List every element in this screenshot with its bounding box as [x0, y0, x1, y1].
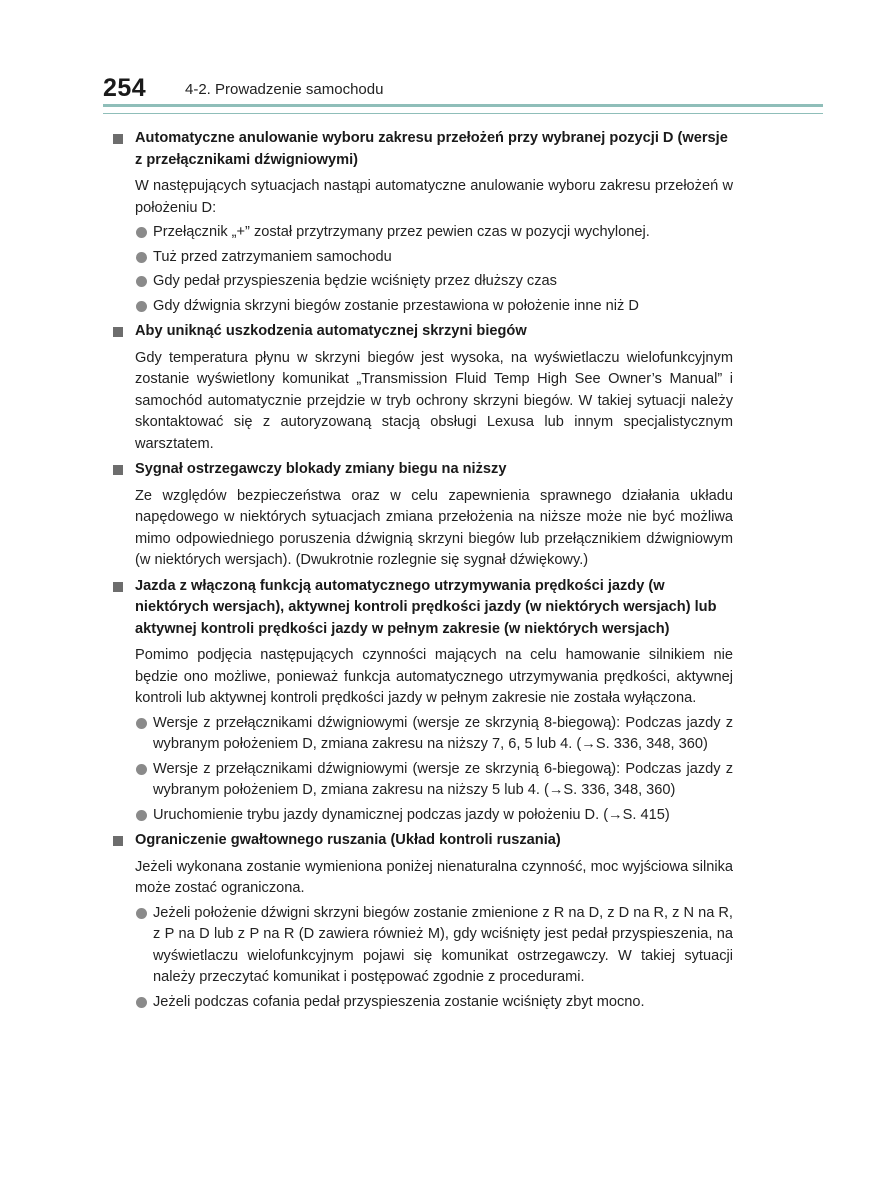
list-item [135, 992, 733, 1014]
page-header [103, 70, 823, 108]
list-item-text: Gdy dźwignia skrzyni biegów zostanie przestawiona w położenie inne niż D [153, 297, 639, 314]
bullet-dot-icon [136, 276, 147, 287]
section-paragraph: Ze względów bezpieczeństwa oraz w celu zapewnienia sprawnego działania układu napędowego w niektórych sytuacjach zmiana przełożenia na niższe może nie być możliwa mimo odpowiedniego poruszenia dźwignią skrzyni biegów lub przełącznikiem dźwigniowym (w niektórych wersjach). (Dwukrotnie rozlegnie się sygnał dźwiękowy.) [135, 487, 733, 568]
list-item [135, 903, 733, 989]
list-item-text: Tuż przed zatrzymaniem samochodu [153, 248, 392, 265]
section-square-icon [113, 465, 123, 475]
list-item [135, 805, 733, 827]
bullet-list [135, 903, 733, 1014]
section-cruise-control [113, 576, 733, 827]
section-paragraph: Pomimo podjęcia następujących czynności mających na celu hamowanie silnikiem nie będzie ono możliwe, ponieważ funkcja automatycznego utrzymywania prędkości, aktywnej kontroli lub aktywnej kontroli prędkości jazdy w pełnym zakresie nie została wyłączona. [135, 647, 733, 706]
list-item-text: Wersje z przełącznikami dźwigniowymi (wersje ze skrzynią 6-biegową): Podczas jazdy z wybranym położeniem D, zmiana zakresu na niższy 5 lub 4. (→S. 336, 348, 360) [153, 760, 733, 798]
header-rule-thin [103, 113, 823, 114]
bullet-dot-icon [136, 810, 147, 821]
list-item-text: Jeżeli położenie dźwigni skrzyni biegów zostanie zmienione z R na D, z D na R, z N na R, z P na D lub z P na R (D zawiera również M), gdy wciśnięty jest pedał przyspieszenia, na wyświetlaczu wielofunkcyjnym pojawi się komunikat ostrzegawczy. W takiej sytuacji należy przeczytać komunikat i postępować zgodnie z procedurami. [153, 904, 733, 985]
list-item [135, 271, 733, 293]
list-item-text: Uruchomienie trybu jazdy dynamicznej podczas jazdy w położeniu D. (→S. 415) [153, 806, 670, 823]
bullet-list [135, 713, 733, 827]
bullet-dot-icon [136, 252, 147, 263]
section-square-icon [113, 836, 123, 846]
section-start-control [113, 830, 733, 1013]
section-paragraph: Jeżeli wykonana zostanie wymieniona poniżej nienaturalna czynność, moc wyjściowa silnika może zostać ograniczona. [135, 858, 733, 896]
list-item [135, 247, 733, 269]
bullet-dot-icon [136, 301, 147, 312]
list-item-text: Wersje z przełącznikami dźwigniowymi (wersje ze skrzynią 8-biegową): Podczas jazdy z wybranym położeniem D, zmiana zakresu na niższy 7, 6, 5 lub 4. (→S. 336, 348, 360) [153, 714, 733, 752]
section-square-icon [113, 582, 123, 592]
section-paragraph: Gdy temperatura płynu w skrzyni biegów jest wysoka, na wyświetlaczu wielofunkcyjnym zostanie wyświetlony komunikat „Transmission Fluid Temp High See Owner’s Manual” i samochód automatycznie przejdzie w tryb ochrony skrzyni biegów. W takiej sytuacji należy skontaktować się z autoryzowaną stacją obsługi Lexusa lub innym specjalistycznym warsztatem. [135, 349, 733, 452]
section-title: Ograniczenie gwałtownego ruszania (Układ kontroli ruszania) [135, 832, 561, 848]
bullet-dot-icon [136, 997, 147, 1008]
bullet-list [135, 222, 733, 317]
bullet-dot-icon [136, 908, 147, 919]
section-title: Automatyczne anulowanie wyboru zakresu przełożeń przy wybranej pozycji D (wersje z przełącznikami dźwigniowymi) [135, 130, 728, 168]
bullet-dot-icon [136, 764, 147, 775]
chapter-title: 4-2. Prowadzenie samochodu [185, 81, 384, 98]
section-title: Sygnał ostrzegawczy blokady zmiany biegu na niższy [135, 461, 507, 477]
section-downshift-warning [113, 459, 733, 572]
list-item-text: Przełącznik „+” został przytrzymany przez pewien czas w pozycji wychylonej. [153, 224, 650, 240]
section-title: Jazda z włączoną funkcją automatycznego utrzymywania prędkości jazdy (w niektórych wersjach), aktywnej kontroli prędkości jazdy (w niektórych wersjach) lub aktywnej kontroli prędkości jazdy w pełnym zakresie (w niektórych wersjach) [135, 577, 717, 637]
section-paragraph: W następujących sytuacjach nastąpi automatyczne anulowanie wyboru zakresu przełożeń w położeniu D: [135, 178, 733, 216]
list-item [135, 759, 733, 802]
section-auto-cancel-range [113, 128, 733, 317]
list-item-text: Gdy pedał przyspieszenia będzie wciśnięty przez dłuższy czas [153, 273, 557, 289]
section-square-icon [113, 327, 123, 337]
page-content [113, 128, 733, 1013]
list-item [135, 296, 733, 318]
list-item-text: Jeżeli podczas cofania pedał przyspieszenia zostanie wciśnięty zbyt mocno. [153, 993, 645, 1010]
page-number: 254 [103, 74, 147, 102]
section-square-icon [113, 134, 123, 144]
list-item [135, 222, 733, 244]
list-item [135, 713, 733, 756]
section-title: Aby uniknąć uszkodzenia automatycznej skrzyni biegów [135, 323, 527, 339]
bullet-dot-icon [136, 718, 147, 729]
bullet-dot-icon [136, 227, 147, 238]
section-transmission-protection [113, 321, 733, 455]
header-rule [103, 104, 823, 107]
